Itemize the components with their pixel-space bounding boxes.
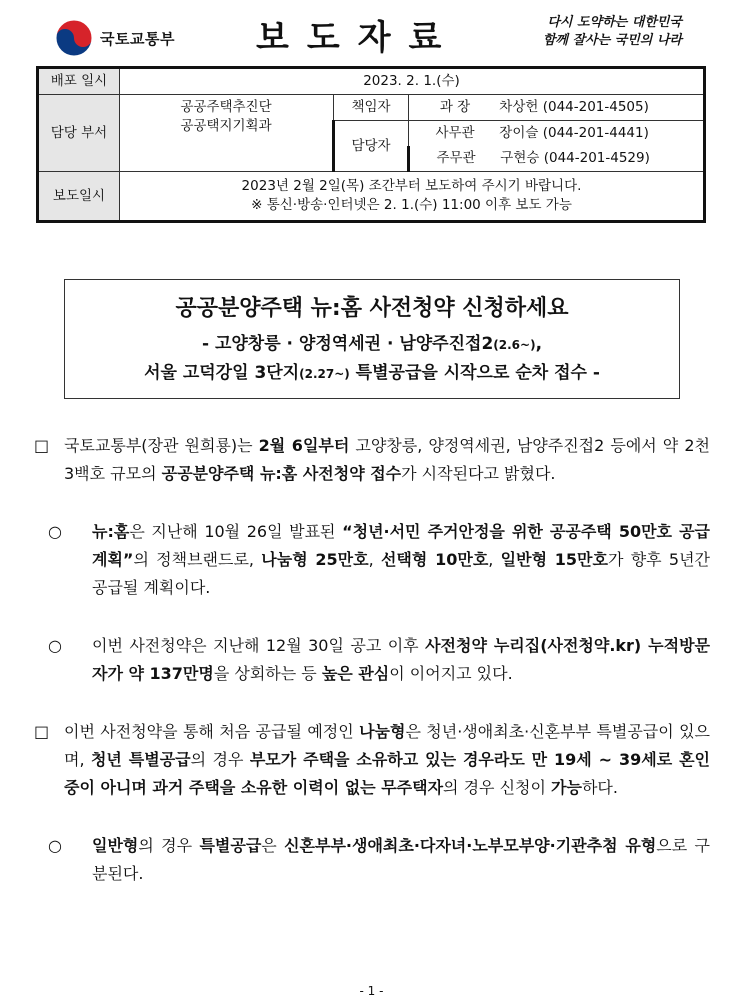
dept-line-1: 공공주택추진단 <box>180 99 272 115</box>
paragraph-3 <box>48 632 710 688</box>
p2-text-5: 가 향후 5년간 공급될 계획이다. <box>92 550 710 597</box>
p2-bold-3: 나눔형 25만호 <box>261 550 369 569</box>
headline-sub-2a: 서울 고덕강일 3단지 <box>144 363 300 383</box>
headline-sub-1a: - 고양창릉 · 양정역세권 · 남양주진접2 <box>201 334 494 354</box>
p4-bold-4: 가능 <box>551 778 582 797</box>
p1-text-1: 국토교통부(장관 원희룡)는 <box>64 436 259 455</box>
p4-bold-2: 청년 특별공급 <box>90 750 191 769</box>
staff2-value <box>409 146 705 172</box>
p2-bold-2: “청년·서민 주거안정을 위한 공공주택 50만호 공급계획” <box>92 522 710 569</box>
release-line-1: 2023년 2월 2일(목) 조간부터 보도하여 주시기 바랍니다. <box>241 178 582 194</box>
dept-value <box>120 95 334 172</box>
headline-sub-1c: , <box>535 334 543 354</box>
p5-text-1: 의 경우 <box>138 836 200 855</box>
resp-label: 책임자 <box>334 95 409 121</box>
p4-text-1: 이번 사전청약을 통해 처음 공급될 예정인 <box>64 722 360 741</box>
dist-value: 2023. 2. 1.(수) <box>120 68 705 95</box>
p3-text-2: 을 상회하는 등 <box>213 664 322 683</box>
p2-bold-4: 선택형 10만호 <box>380 550 489 569</box>
headline-sub-2c: 특별공급을 시작으로 순차 접수 - <box>349 363 600 383</box>
paragraph-1 <box>34 432 710 488</box>
slogan-line-2: 함께 잘사는 국민의 나라 <box>542 33 682 48</box>
ministry-logo <box>54 18 175 58</box>
p1-text-3: 가 시작된다고 밝혔다. <box>401 464 556 483</box>
p3-text-1: 이번 사전청약은 지난해 12월 30일 공고 이후 <box>92 636 426 655</box>
page-number: - 1 - <box>359 984 384 998</box>
staff-label: 담당자 <box>334 121 409 172</box>
dist-label: 배포 일시 <box>38 68 120 95</box>
taegeuk-logo-icon <box>54 18 94 58</box>
p3-text-3: 이 이어지고 있다. <box>389 664 513 683</box>
staff1-value <box>409 121 705 147</box>
p4-text-2: 은 청년·생애최초·신혼부부 특별공급이 있으며, <box>64 722 710 769</box>
p1-bold-1: 2월 6일부터 <box>258 436 350 455</box>
p1-bold-2: 공공분양주택 뉴:홈 사전청약 접수 <box>161 464 402 483</box>
p4-text-4: 의 경우 신청이 <box>443 778 552 797</box>
release-label: 보도일시 <box>38 172 120 222</box>
headline-main: 공공분양주택 뉴:홈 사전청약 신청하세요 <box>175 296 569 321</box>
staff1-name: 장이슬 (044-201-4441) <box>499 125 649 141</box>
headline-sub-line-2 <box>65 359 679 388</box>
p3-bold-1: 사전청약 누리집(사전청약.kr) 누적방문자가 약 137만명 <box>92 636 710 683</box>
p2-text-3: , <box>368 550 381 569</box>
slogan <box>543 14 682 50</box>
resp-name: 차상헌 (044-201-4505) <box>499 99 649 115</box>
p4-text-3: 의 경우 <box>190 750 250 769</box>
square-bullet: □ <box>34 436 50 455</box>
resp-value <box>409 95 705 121</box>
staff1-title: 사무관 <box>435 125 475 141</box>
circle-bullet: ○ <box>48 522 62 541</box>
paragraph-5 <box>48 832 710 888</box>
p5-bold-1: 일반형 <box>92 836 139 855</box>
p2-text-1: 은 지난해 10월 26일 발표된 <box>129 522 343 541</box>
p4-text-5: 하다. <box>581 778 618 797</box>
p3-bold-2: 높은 관심 <box>321 664 390 683</box>
circle-bullet: ○ <box>48 836 62 855</box>
p5-bold-3: 신혼부부·생애최초·다자녀·노부모부양·기관추첨 유형 <box>284 836 657 855</box>
release-row <box>38 172 705 222</box>
p2-bold-5: 일반형 15만호 <box>500 550 608 569</box>
headline-sub-1b: (2.6~) <box>493 338 536 352</box>
headline-sub-line-1 <box>65 330 679 359</box>
p5-text-3: 으로 구분된다. <box>92 836 710 883</box>
p5-bold-2: 특별공급 <box>199 836 262 855</box>
circle-bullet: ○ <box>48 636 62 655</box>
article-body <box>34 432 710 918</box>
square-bullet: □ <box>34 722 50 741</box>
paragraph-2 <box>48 518 710 602</box>
p2-text-4: , <box>488 550 501 569</box>
document-header <box>36 8 706 66</box>
headline-sub <box>65 330 679 388</box>
resp-title: 과 장 <box>439 99 471 115</box>
p2-bold-1: 뉴:홈 <box>92 522 130 541</box>
slogan-line-1: 다시 도약하는 대한민국 <box>547 15 682 30</box>
p4-bold-1: 나눔형 <box>359 722 406 741</box>
dist-row <box>38 68 705 95</box>
staff2-name: 구현승 (044-201-4529) <box>500 150 650 166</box>
org-name: 국토교통부 <box>100 29 175 48</box>
p2-text-2: 의 정책브랜드로, <box>133 550 262 569</box>
release-info-table <box>36 66 706 223</box>
p4-bold-3: 부모가 주택을 소유하고 있는 경우라도 만 19세 ~ 39세로 혼인 중이 아니며 과거 주택을 소유한 이력이 없는 무주택자 <box>64 750 710 797</box>
headline-sub-2b: (2.27~) <box>299 367 350 381</box>
p1-text-2: 고양창릉, 양정역세권, 남양주진접2 등에서 약 2천 3백호 규모의 <box>64 436 710 483</box>
dept-line-2: 공공택지기획과 <box>180 118 272 134</box>
paragraph-4 <box>34 718 710 802</box>
dept-label: 담당 부서 <box>38 95 120 172</box>
dept-row-1 <box>38 95 705 121</box>
headline-box <box>64 279 680 399</box>
staff2-title: 주무관 <box>436 150 476 166</box>
p5-text-2: 은 <box>261 836 285 855</box>
release-line-2: ※ 통신·방송·인터넷은 2. 1.(수) 11:00 이후 보도 가능 <box>251 197 572 213</box>
page-title: 보도자료 <box>256 18 460 58</box>
release-value <box>120 172 705 222</box>
